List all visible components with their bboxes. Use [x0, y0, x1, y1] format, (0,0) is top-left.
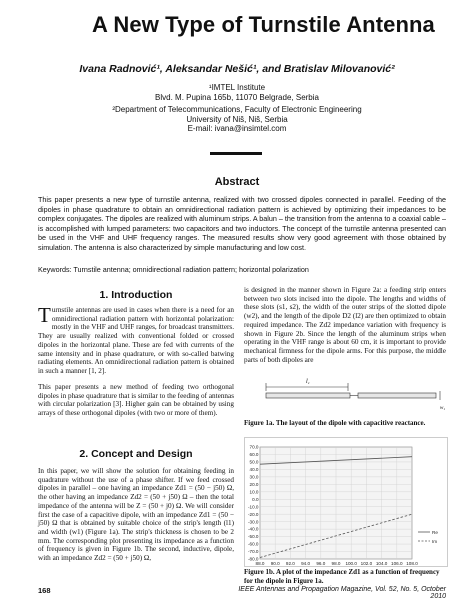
- x-tick-label: 108.0: [406, 561, 418, 566]
- y-tick-label: 30.0: [249, 474, 259, 480]
- figure-1b-caption: Figure 1b. A plot of the impedance Zd1 as a function of frequency for the dipole in Figure 1a.: [244, 568, 440, 585]
- x-tick-label: 104.0: [375, 561, 388, 566]
- intro-paragraph: [38, 303, 234, 376]
- concept-paragraph: In this paper, we will show the solution for obtaining feeding in quadrature without the use of a phase shifter. If we feed crossed dipoles in parallel – one having an impedance Zd1 = (50 − j50) Ω, the other having an impedance Zd2 = (50 + j50) Ω – then the total impedance of the antenna will be Z = (50 + j0) Ω. We will consider first the case of a capacitive dipole, with an impedance Zd1 = (50 − j50) Ω that is obtained by suitable choice of the strip's length (l1) and width (w1) (Figure 1a). The strip's thickness is chosen to be 2 mm. The corresponding plot presenting its impedance as a function of frequency is given in Figure 1b. The second, inductive, dipole, with an impedance Zd2 = (50 + j50) Ω,: [38, 467, 234, 563]
- abstract-heading: Abstract: [214, 176, 260, 188]
- journal-footer: IEEE Antennas and Propagation Magazine, Vol. 52, No. 5, October 2010: [238, 586, 446, 600]
- y-tick-label: 60.0: [249, 452, 259, 458]
- section-heading-introduction: 1. Introduction: [99, 289, 173, 301]
- y-tick-label: 50.0: [249, 459, 259, 465]
- intro-paragraph-text: urnstile antennas are used in cases when there is a need for an omnidirectional radiation pattern with horizontal polarization: mostly in the VHF and UHF ranges, for broadcast transmitters. They are usually realized with conventional folded or crossed dipoles in the horizontal plane. These are fed with currents of the same intensity and in phase quadrature, or with so-called batwing radiating elements. An omnidirectional radiation pattern is obtained in such a manner [1, 2].: [38, 306, 234, 375]
- affiliation-line: ²Department of Telecommunications, Faculty of Electronic Engineering: [112, 105, 362, 114]
- y-tick-label: -50.0: [248, 534, 259, 540]
- abstract-text: This paper presents a new type of turnstile antenna, realized with two crossed dipoles connected in parallel. Feeding of the dipoles in phase quadrature to obtain an omnidirectional radiation pattern is achieved by optimizing their impedances to be complex conjugates. The dipoles are realized with aluminum strips. A balun – the transition from the antenna to a coaxial cable – is accomplished with lumped parameters: two capacitors and two inductors. The concept of the turnstile antenna presented can be used in the VHF and UHF frequency ranges. The measured results show very good agreement with those obtained by simulation. The antenna is also characterized by simple manufacturing and low cost.: [38, 195, 446, 252]
- label-w1: w₁: [440, 406, 446, 411]
- figure-1a-dipole-layout: [262, 373, 446, 411]
- y-tick-label: 0.0: [252, 496, 259, 502]
- y-tick-label: -60.0: [248, 541, 259, 547]
- label-l1: l₁: [306, 379, 310, 385]
- y-tick-label: -30.0: [248, 519, 259, 525]
- affiliation-line: University of Niš, Niš, Serbia: [186, 114, 288, 124]
- y-tick-label: 20.0: [249, 481, 259, 487]
- legend-label-re: Re: [432, 530, 438, 535]
- y-tick-label: 10.0: [249, 489, 259, 495]
- y-tick-label: -70.0: [248, 549, 259, 555]
- x-tick-label: 96.0: [316, 561, 326, 566]
- y-tick-label: -10.0: [248, 504, 259, 510]
- x-tick-label: 106.0: [391, 561, 403, 566]
- x-tick-label: 88.0: [255, 561, 265, 566]
- dipole-arm-right: [358, 393, 436, 398]
- x-tick-label: 100.0: [345, 561, 357, 566]
- x-tick-label: 94.0: [301, 561, 311, 566]
- y-tick-label: -40.0: [248, 526, 259, 532]
- affiliation-email: E-mail: ivana@insimtel.com: [187, 124, 287, 134]
- x-tick-label: 102.0: [360, 561, 373, 566]
- right-column-paragraph: is designed in the manner shown in Figure 2a: a feeding strip enters between two slots incised into the dipole. The lengths and widths of these slots (s1, s2), the width of the outer strips of the slotted dipole (w2), and the length of the dipole D2 (l2) are then optimized to obtain required impedance. The Zd2 impedance variation with frequency is shown in Figure 2b. Since the length of the aluminum strips when operating in the VHF range is about 60 cm, it is important to provide mechanical firmness for the dipole arms. For this purpose, the middle parts of both dipoles are: [244, 286, 446, 364]
- x-tick-label: 92.0: [285, 561, 295, 566]
- legend-label-im: Im: [432, 539, 438, 544]
- affiliation-line: ¹IMTEL Institute: [208, 83, 266, 92]
- x-tick-label: 98.0: [331, 561, 341, 566]
- figure-1b-impedance-plot: [244, 437, 448, 567]
- drop-cap: T: [38, 303, 51, 327]
- figure-1a-caption: Figure 1a. The layout of the dipole with capacitive reactance.: [244, 419, 426, 427]
- paper-title: A New Type of Turnstile Antenna: [92, 12, 435, 37]
- x-tick-label: 90.0: [270, 561, 280, 566]
- title-divider: [210, 152, 262, 155]
- section-heading-concept: 2. Concept and Design: [79, 448, 193, 460]
- author-list: Ivana Radnović¹, Aleksandar Nešić¹, and Bratislav Milovanović²: [79, 63, 395, 75]
- affiliation-nis: [0, 105, 474, 134]
- page-number: 168: [38, 586, 51, 595]
- y-tick-label: -20.0: [248, 511, 259, 517]
- y-tick-label: -80.0: [248, 556, 259, 562]
- intro-paragraph-2: This paper presents a new method of feeding two orthogonal dipoles in phase quadrature that is similar to the feeding of antennas with circular polarization [3]. Higher gain can be obtained by using arrays of these orthogonal dipoles (with two or more of them).: [38, 383, 234, 418]
- affiliation-line: Blvd. M. Pupina 165b, 11070 Belgrade, Serbia: [155, 92, 319, 102]
- keywords: Keywords: Turnstile antenna; omnidirectional radiation pattern; horizontal polarization: [38, 265, 309, 274]
- affiliation-imtel: [0, 83, 474, 102]
- y-tick-label: 70.0: [249, 444, 259, 450]
- y-tick-label: 40.0: [249, 467, 259, 472]
- dipole-arm-left: [266, 393, 350, 398]
